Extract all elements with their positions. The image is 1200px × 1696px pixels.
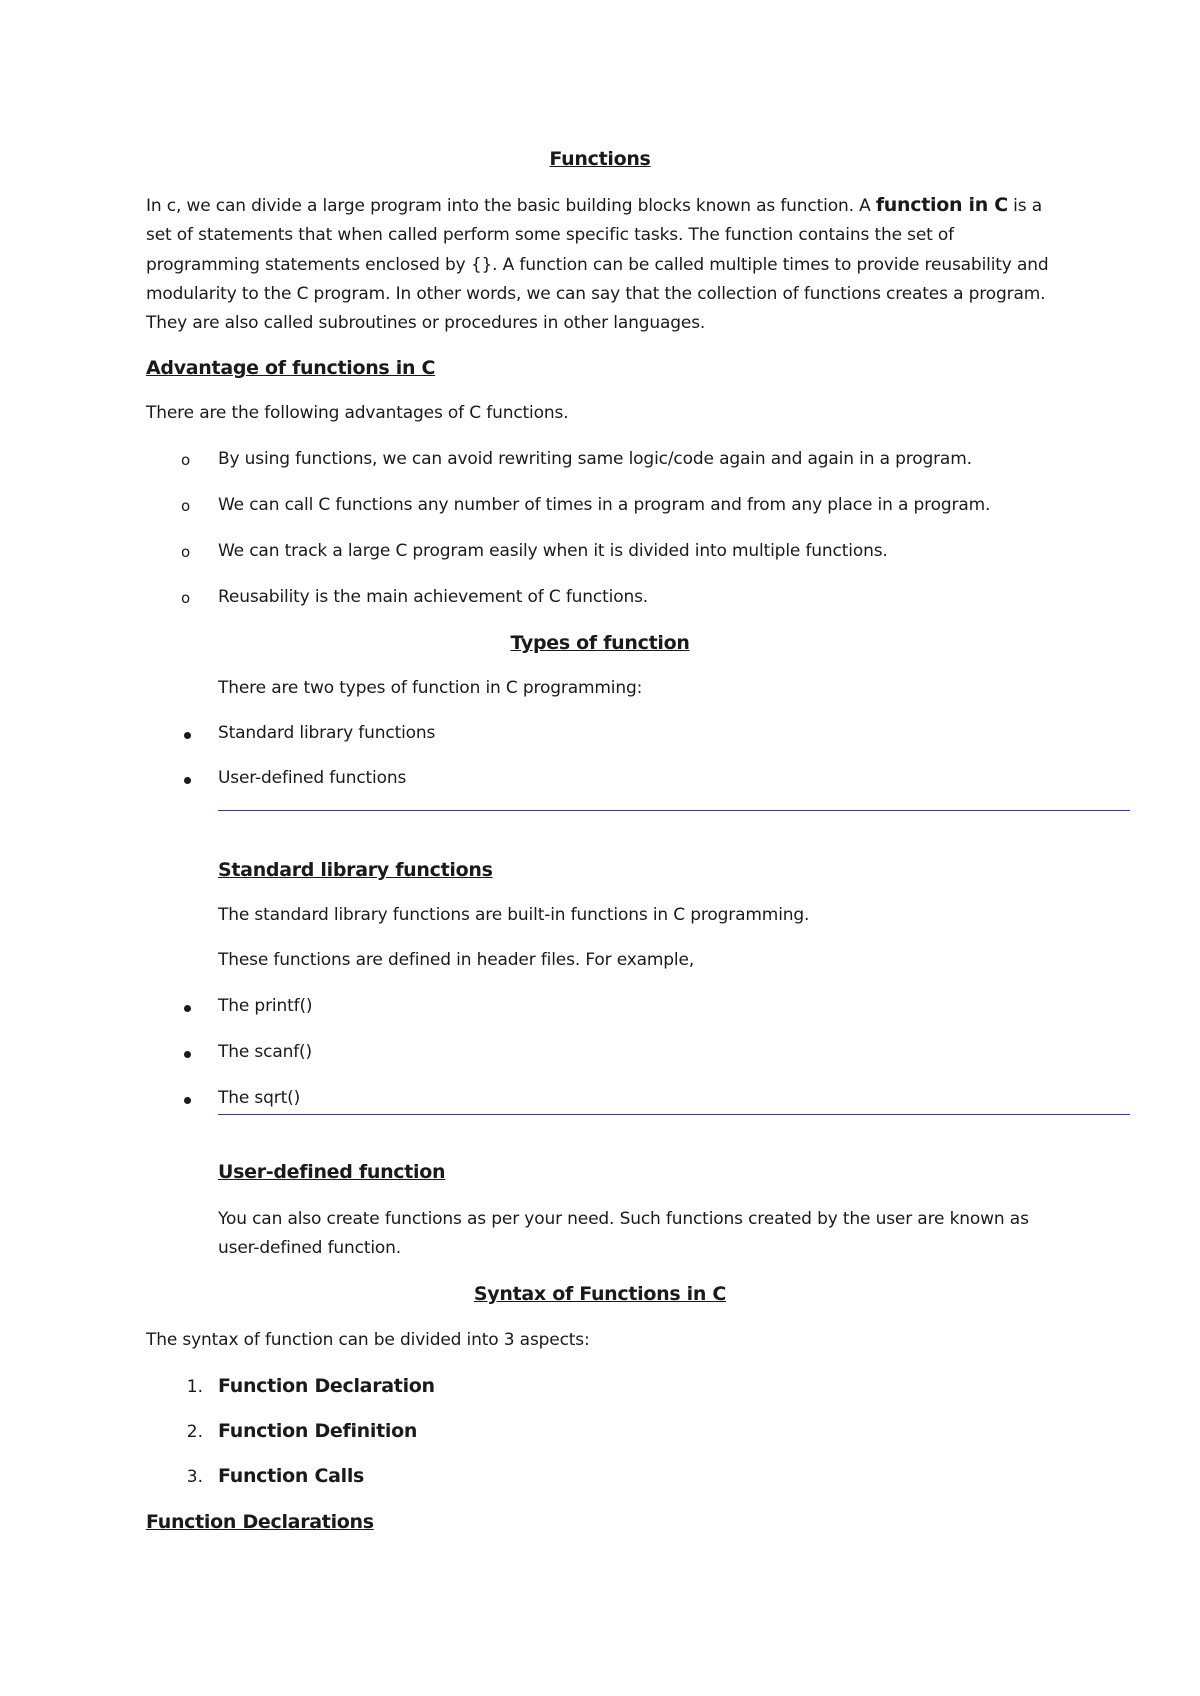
standard-library-item: The printf() <box>218 996 313 1016</box>
list-number: 3. <box>186 1467 203 1487</box>
types-heading: Types of function <box>510 632 690 654</box>
horizontal-rule <box>218 1114 1130 1115</box>
bullet-dot <box>184 1097 191 1104</box>
syntax-item: Function Definition <box>218 1420 418 1442</box>
list-number: 2. <box>186 1422 203 1442</box>
bullet-dot <box>184 777 191 784</box>
intro-paragraph <box>146 191 1056 338</box>
user-defined-text: You can also create functions as per your need. Such functions created by the user are known as user-defined function. <box>218 1209 1029 1259</box>
advantage-item: We can track a large C program easily when it is divided into multiple functions. <box>218 541 888 561</box>
horizontal-rule <box>218 810 1130 811</box>
intro-bold-term: function in C <box>875 194 1008 216</box>
advantage-item: Reusability is the main achievement of C functions. <box>218 587 649 607</box>
type-item: User-defined functions <box>218 768 407 788</box>
standard-library-line: These functions are defined in header files. For example, <box>218 950 695 970</box>
intro-lead: In c, we can divide a large program into the basic building blocks known as function. A <box>146 196 876 216</box>
syntax-item: Function Calls <box>218 1465 365 1487</box>
advantages-heading: Advantage of functions in C <box>146 357 436 379</box>
bullet-dot <box>184 732 191 739</box>
page-title: Functions <box>549 148 651 170</box>
standard-library-heading: Standard library functions <box>218 859 493 881</box>
syntax-item: Function Declaration <box>218 1375 435 1397</box>
syntax-heading: Syntax of Functions in C <box>473 1283 727 1305</box>
bullet-dot <box>184 1005 191 1012</box>
syntax-intro: The syntax of function can be divided into 3 aspects: <box>146 1330 590 1350</box>
user-defined-heading: User-defined function <box>218 1161 446 1183</box>
types-intro: There are two types of function in C programming: <box>218 678 643 698</box>
standard-library-item: The scanf() <box>218 1042 313 1062</box>
list-number: 1. <box>186 1377 203 1397</box>
bullet-dot <box>184 1051 191 1058</box>
bullet-marker: o <box>181 589 191 607</box>
advantage-item: We can call C functions any number of times in a program and from any place in a program. <box>218 495 991 515</box>
advantages-intro: There are the following advantages of C functions. <box>146 403 569 423</box>
bullet-marker: o <box>181 543 191 561</box>
intro-rest: is a set of statements that when called perform some specific tasks. The function contains the set of programming statements enclosed by {}. A function can be called multiple times to provide reusability and modularity to the C program. In other words, we can say that the collection of functions creates a program. They are also called subroutines or procedures in other languages. <box>146 196 1049 334</box>
type-item: Standard library functions <box>218 723 436 743</box>
bullet-marker: o <box>181 451 191 469</box>
advantage-item: By using functions, we can avoid rewriting same logic/code again and again in a program. <box>218 449 972 469</box>
declarations-heading: Function Declarations <box>146 1511 374 1533</box>
standard-library-item: The sqrt() <box>218 1088 301 1108</box>
standard-library-line: The standard library functions are built-in functions in C programming. <box>218 905 810 925</box>
bullet-marker: o <box>181 497 191 515</box>
